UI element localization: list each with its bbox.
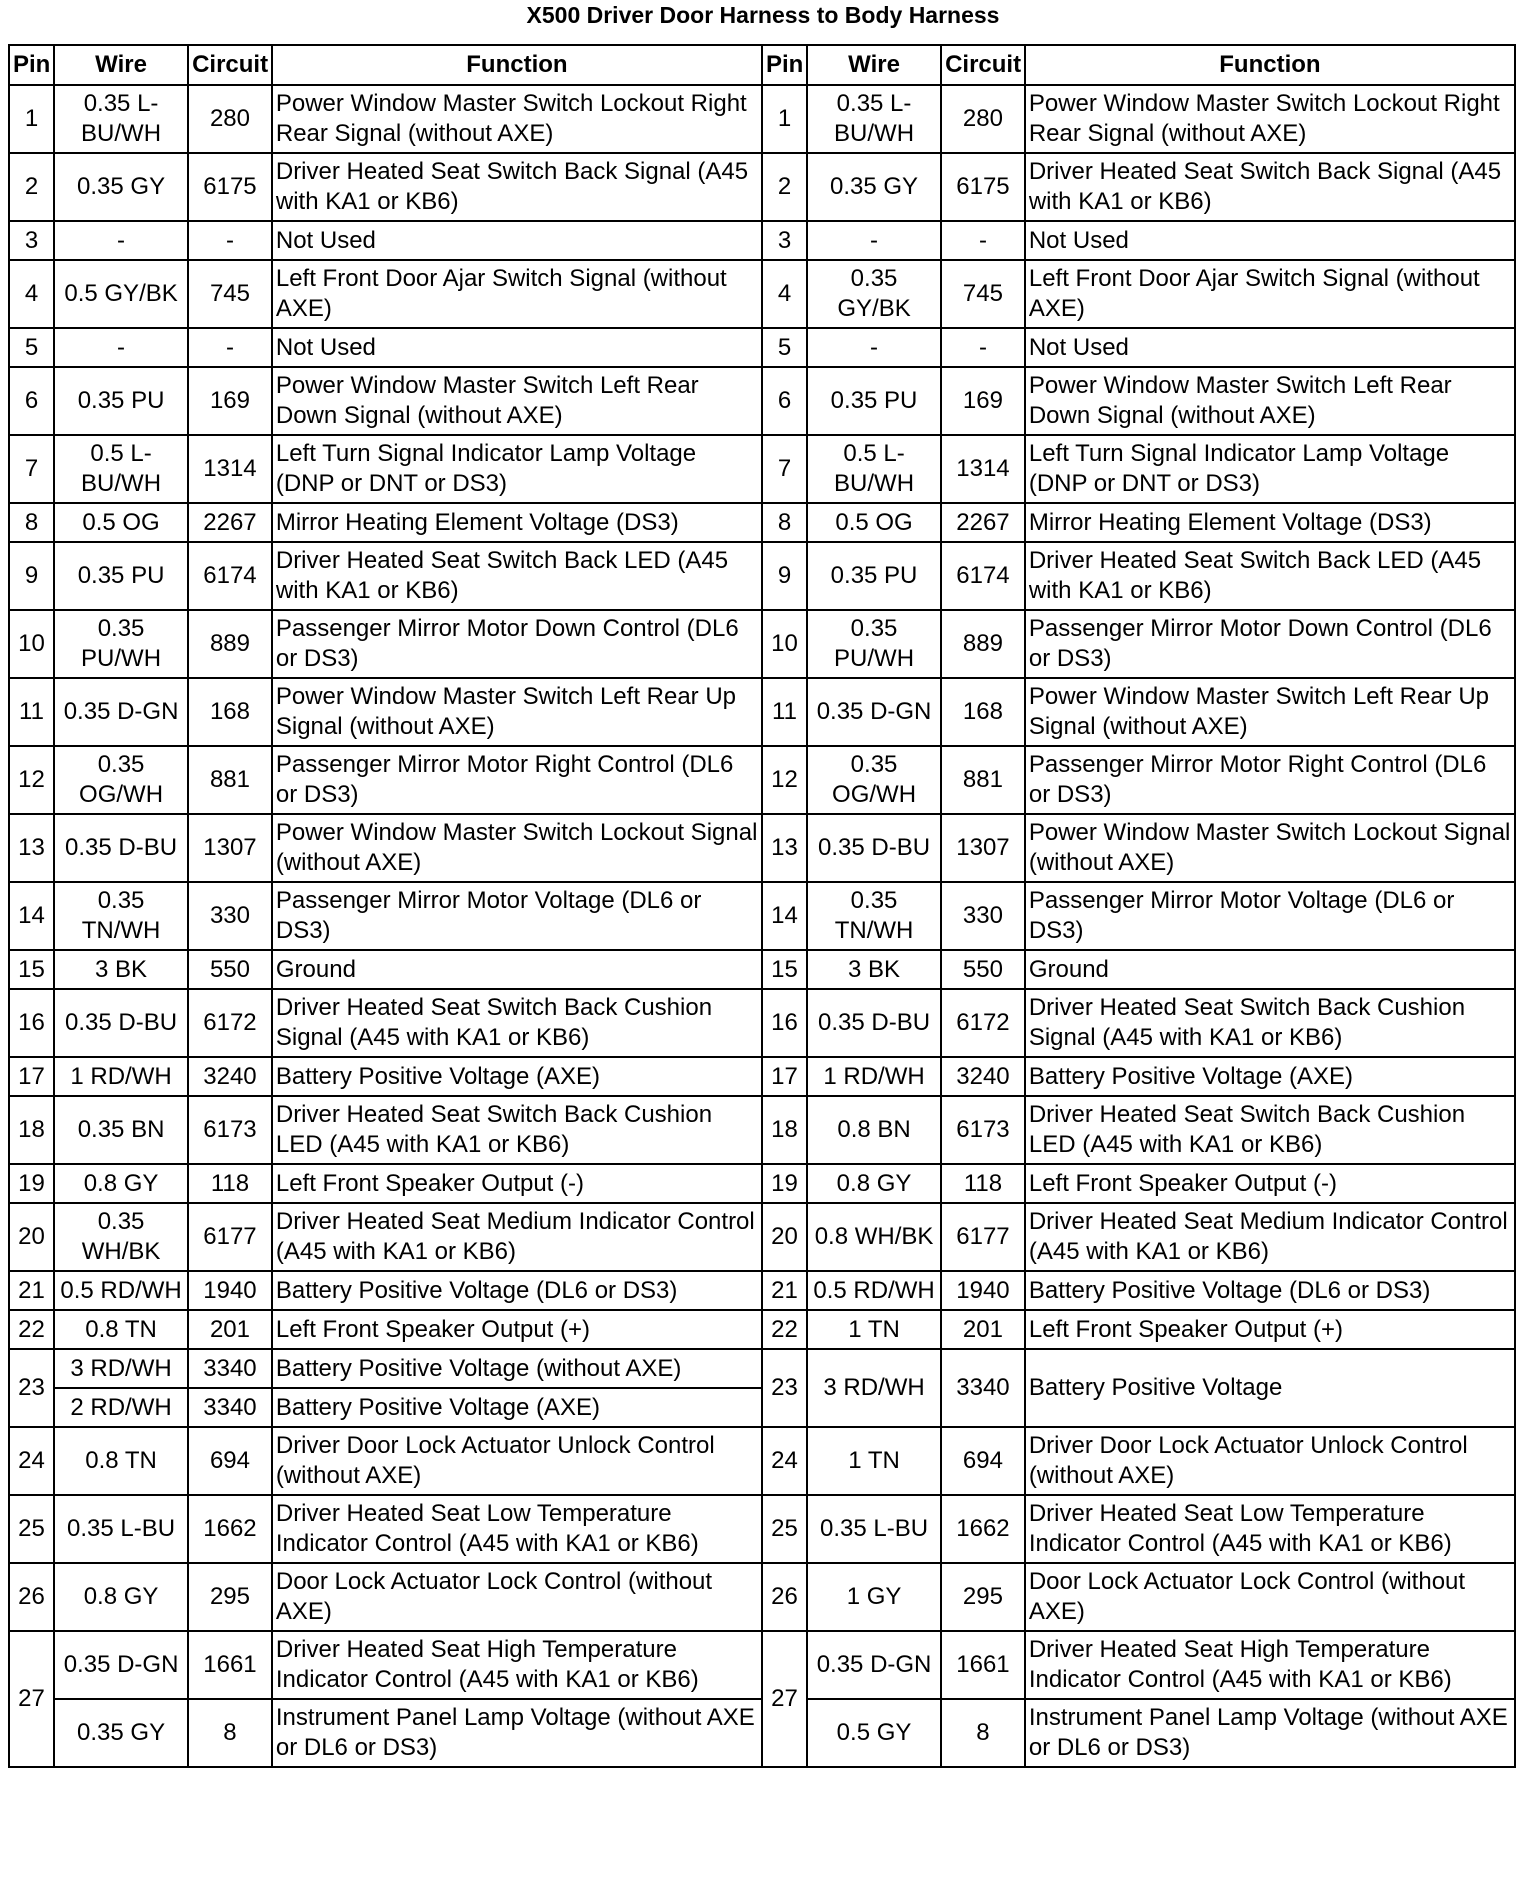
function-cell: Driver Heated Seat Switch Back Cushion LED (A45 with KA1 or KB6) bbox=[272, 1096, 762, 1164]
circuit-cell: 8 bbox=[188, 1699, 272, 1767]
circuit-cell: 295 bbox=[188, 1563, 272, 1631]
function-cell: Not Used bbox=[1025, 328, 1515, 367]
circuit-cell: 280 bbox=[188, 85, 272, 153]
function-cell: Left Turn Signal Indicator Lamp Voltage (DNP or DNT or DS3) bbox=[272, 435, 762, 503]
table-row bbox=[9, 367, 1515, 435]
function-cell: Passenger Mirror Motor Down Control (DL6 or DS3) bbox=[1025, 610, 1515, 678]
circuit-cell: 6172 bbox=[188, 989, 272, 1057]
header-row bbox=[9, 45, 1515, 85]
table-row bbox=[9, 950, 1515, 989]
table-row bbox=[9, 1057, 1515, 1096]
wire-cell: 3 RD/WH bbox=[807, 1349, 941, 1427]
circuit-cell: 330 bbox=[188, 882, 272, 950]
pin-cell: 13 bbox=[9, 814, 54, 882]
table-row bbox=[9, 1563, 1515, 1631]
pin-cell: 26 bbox=[762, 1563, 807, 1631]
wire-cell: 0.35 L-BU/WH bbox=[54, 85, 188, 153]
circuit-cell: 6175 bbox=[941, 153, 1025, 221]
function-cell: Power Window Master Switch Left Rear Down Signal (without AXE) bbox=[1025, 367, 1515, 435]
table-row bbox=[9, 328, 1515, 367]
function-cell: Left Front Speaker Output (+) bbox=[1025, 1310, 1515, 1349]
pin-cell: 11 bbox=[762, 678, 807, 746]
table-row bbox=[9, 503, 1515, 542]
header-pin: Pin bbox=[762, 45, 807, 85]
circuit-cell: 6172 bbox=[941, 989, 1025, 1057]
table-row bbox=[9, 746, 1515, 814]
function-cell: Ground bbox=[272, 950, 762, 989]
circuit-cell: 168 bbox=[941, 678, 1025, 746]
circuit-cell: 1307 bbox=[188, 814, 272, 882]
function-cell: Left Front Speaker Output (-) bbox=[1025, 1164, 1515, 1203]
function-cell: Power Window Master Switch Lockout Right Rear Signal (without AXE) bbox=[1025, 85, 1515, 153]
pin-cell: 16 bbox=[762, 989, 807, 1057]
function-cell: Not Used bbox=[272, 328, 762, 367]
pin-cell: 14 bbox=[762, 882, 807, 950]
pin-cell: 15 bbox=[9, 950, 54, 989]
wire-cell: 0.35 GY bbox=[54, 1699, 188, 1767]
function-cell: Battery Positive Voltage (DL6 or DS3) bbox=[1025, 1271, 1515, 1310]
table-row bbox=[9, 1310, 1515, 1349]
pin-cell: 11 bbox=[9, 678, 54, 746]
circuit-cell: 3340 bbox=[188, 1349, 272, 1388]
wire-cell: 0.8 TN bbox=[54, 1427, 188, 1495]
pin-cell: 10 bbox=[9, 610, 54, 678]
function-cell: Not Used bbox=[1025, 221, 1515, 260]
pin-cell: 4 bbox=[762, 260, 807, 328]
circuit-cell: 2267 bbox=[188, 503, 272, 542]
circuit-cell: 6173 bbox=[188, 1096, 272, 1164]
function-cell: Passenger Mirror Motor Down Control (DL6 or DS3) bbox=[272, 610, 762, 678]
circuit-cell: 1940 bbox=[188, 1271, 272, 1310]
pin-cell: 8 bbox=[9, 503, 54, 542]
pin-cell: 26 bbox=[9, 1563, 54, 1631]
table-row bbox=[9, 1495, 1515, 1563]
pin-cell: 25 bbox=[9, 1495, 54, 1563]
pin-cell: 9 bbox=[762, 542, 807, 610]
function-cell: Battery Positive Voltage bbox=[1025, 1349, 1515, 1427]
table-row bbox=[9, 1164, 1515, 1203]
function-cell: Passenger Mirror Motor Right Control (DL6 or DS3) bbox=[1025, 746, 1515, 814]
function-cell: Power Window Master Switch Lockout Signal (without AXE) bbox=[1025, 814, 1515, 882]
wire-cell: 0.8 GY bbox=[54, 1164, 188, 1203]
wire-cell: 1 RD/WH bbox=[807, 1057, 941, 1096]
pin-cell: 27 bbox=[9, 1631, 54, 1767]
pin-cell: 21 bbox=[762, 1271, 807, 1310]
pin-cell: 20 bbox=[9, 1203, 54, 1271]
circuit-cell: 3340 bbox=[188, 1388, 272, 1427]
wire-cell: 0.35 OG/WH bbox=[54, 746, 188, 814]
wire-cell: 0.5 L-BU/WH bbox=[807, 435, 941, 503]
function-cell: Battery Positive Voltage (DL6 or DS3) bbox=[272, 1271, 762, 1310]
circuit-cell: - bbox=[188, 221, 272, 260]
wire-cell: 0.35 L-BU/WH bbox=[807, 85, 941, 153]
function-cell: Instrument Panel Lamp Voltage (without AXE or DL6 or DS3) bbox=[272, 1699, 762, 1767]
circuit-cell: 550 bbox=[941, 950, 1025, 989]
table-row bbox=[9, 153, 1515, 221]
function-cell: Left Front Door Ajar Switch Signal (without AXE) bbox=[1025, 260, 1515, 328]
circuit-cell: 1661 bbox=[941, 1631, 1025, 1699]
wire-cell: 1 RD/WH bbox=[54, 1057, 188, 1096]
pin-cell: 1 bbox=[762, 85, 807, 153]
function-cell: Driver Heated Seat Switch Back Cushion Signal (A45 with KA1 or KB6) bbox=[272, 989, 762, 1057]
function-cell: Door Lock Actuator Lock Control (without AXE) bbox=[1025, 1563, 1515, 1631]
header-pin: Pin bbox=[9, 45, 54, 85]
pin-cell: 1 bbox=[9, 85, 54, 153]
function-cell: Driver Heated Seat Switch Back Cushion Signal (A45 with KA1 or KB6) bbox=[1025, 989, 1515, 1057]
function-cell: Driver Heated Seat Switch Back Cushion LED (A45 with KA1 or KB6) bbox=[1025, 1096, 1515, 1164]
wire-cell: - bbox=[54, 328, 188, 367]
wire-cell: 0.8 WH/BK bbox=[807, 1203, 941, 1271]
wire-cell: 0.5 L-BU/WH bbox=[54, 435, 188, 503]
wire-cell: 0.35 D-GN bbox=[54, 678, 188, 746]
function-cell: Mirror Heating Element Voltage (DS3) bbox=[272, 503, 762, 542]
wire-cell: 0.35 PU bbox=[54, 542, 188, 610]
wire-cell: 0.35 TN/WH bbox=[807, 882, 941, 950]
circuit-cell: 881 bbox=[941, 746, 1025, 814]
pin-cell: 16 bbox=[9, 989, 54, 1057]
harness-table bbox=[8, 44, 1516, 1768]
pin-cell: 5 bbox=[762, 328, 807, 367]
function-cell: Driver Heated Seat Switch Back Signal (A45 with KA1 or KB6) bbox=[272, 153, 762, 221]
wire-cell: 0.35 OG/WH bbox=[807, 746, 941, 814]
pin-cell: 17 bbox=[762, 1057, 807, 1096]
circuit-cell: 2267 bbox=[941, 503, 1025, 542]
pin-cell: 24 bbox=[762, 1427, 807, 1495]
table-row bbox=[9, 814, 1515, 882]
function-cell: Driver Door Lock Actuator Unlock Control (without AXE) bbox=[1025, 1427, 1515, 1495]
header-function: Function bbox=[1025, 45, 1515, 85]
circuit-cell: 745 bbox=[941, 260, 1025, 328]
circuit-cell: 168 bbox=[188, 678, 272, 746]
wire-cell: 0.35 D-GN bbox=[807, 1631, 941, 1699]
circuit-cell: 1661 bbox=[188, 1631, 272, 1699]
pin-cell: 17 bbox=[9, 1057, 54, 1096]
function-cell: Driver Heated Seat Medium Indicator Control (A45 with KA1 or KB6) bbox=[272, 1203, 762, 1271]
function-cell: Battery Positive Voltage (AXE) bbox=[272, 1388, 762, 1427]
function-cell: Battery Positive Voltage (AXE) bbox=[1025, 1057, 1515, 1096]
circuit-cell: 1307 bbox=[941, 814, 1025, 882]
circuit-cell: 889 bbox=[188, 610, 272, 678]
header-circuit: Circuit bbox=[941, 45, 1025, 85]
table-row bbox=[9, 542, 1515, 610]
function-cell: Passenger Mirror Motor Voltage (DL6 or DS3) bbox=[272, 882, 762, 950]
circuit-cell: 1662 bbox=[941, 1495, 1025, 1563]
circuit-cell: 6177 bbox=[941, 1203, 1025, 1271]
function-cell: Power Window Master Switch Left Rear Up Signal (without AXE) bbox=[272, 678, 762, 746]
function-cell: Instrument Panel Lamp Voltage (without AXE or DL6 or DS3) bbox=[1025, 1699, 1515, 1767]
wire-cell: 0.35 GY bbox=[807, 153, 941, 221]
pin-cell: 14 bbox=[9, 882, 54, 950]
page-title: X500 Driver Door Harness to Body Harness bbox=[526, 2, 1000, 28]
pin-cell: 13 bbox=[762, 814, 807, 882]
table-row bbox=[9, 989, 1515, 1057]
pin-cell: 24 bbox=[9, 1427, 54, 1495]
pin-cell: 5 bbox=[9, 328, 54, 367]
function-cell: Left Front Speaker Output (-) bbox=[272, 1164, 762, 1203]
pin-cell: 6 bbox=[762, 367, 807, 435]
pin-cell: 7 bbox=[762, 435, 807, 503]
function-cell: Battery Positive Voltage (AXE) bbox=[272, 1057, 762, 1096]
wire-cell: 0.35 D-GN bbox=[807, 678, 941, 746]
pin-cell: 9 bbox=[9, 542, 54, 610]
pin-cell: 19 bbox=[762, 1164, 807, 1203]
function-cell: Driver Heated Seat Switch Back Signal (A45 with KA1 or KB6) bbox=[1025, 153, 1515, 221]
circuit-cell: 3340 bbox=[941, 1349, 1025, 1427]
wire-cell: 0.5 GY/BK bbox=[54, 260, 188, 328]
pin-cell: 23 bbox=[9, 1349, 54, 1427]
circuit-cell: 694 bbox=[188, 1427, 272, 1495]
table-row bbox=[9, 1631, 1515, 1699]
circuit-cell: 118 bbox=[941, 1164, 1025, 1203]
function-cell: Passenger Mirror Motor Voltage (DL6 or DS3) bbox=[1025, 882, 1515, 950]
circuit-cell: 169 bbox=[941, 367, 1025, 435]
header-wire: Wire bbox=[807, 45, 941, 85]
wire-cell: 3 BK bbox=[807, 950, 941, 989]
pin-cell: 4 bbox=[9, 260, 54, 328]
table-row bbox=[9, 1271, 1515, 1310]
wire-cell: 0.8 GY bbox=[807, 1164, 941, 1203]
wire-cell: 0.5 RD/WH bbox=[54, 1271, 188, 1310]
function-cell: Driver Heated Seat High Temperature Indicator Control (A45 with KA1 or KB6) bbox=[1025, 1631, 1515, 1699]
function-cell: Power Window Master Switch Left Rear Up Signal (without AXE) bbox=[1025, 678, 1515, 746]
table-body bbox=[9, 85, 1515, 1767]
function-cell: Left Front Door Ajar Switch Signal (without AXE) bbox=[272, 260, 762, 328]
wire-cell: 0.5 GY bbox=[807, 1699, 941, 1767]
wire-cell: 0.35 PU bbox=[807, 367, 941, 435]
circuit-cell: 889 bbox=[941, 610, 1025, 678]
function-cell: Power Window Master Switch Lockout Right Rear Signal (without AXE) bbox=[272, 85, 762, 153]
circuit-cell: 6173 bbox=[941, 1096, 1025, 1164]
pin-cell: 12 bbox=[762, 746, 807, 814]
pin-cell: 19 bbox=[9, 1164, 54, 1203]
table-row bbox=[9, 1096, 1515, 1164]
table-row bbox=[9, 610, 1515, 678]
wire-cell: 0.35 PU/WH bbox=[54, 610, 188, 678]
function-cell: Ground bbox=[1025, 950, 1515, 989]
pin-cell: 12 bbox=[9, 746, 54, 814]
wire-cell: 0.35 D-GN bbox=[54, 1631, 188, 1699]
wire-cell: 1 GY bbox=[807, 1563, 941, 1631]
wire-cell: 0.35 L-BU bbox=[807, 1495, 941, 1563]
pin-cell: 18 bbox=[762, 1096, 807, 1164]
circuit-cell: 1940 bbox=[941, 1271, 1025, 1310]
wire-cell: 2 RD/WH bbox=[54, 1388, 188, 1427]
table-row bbox=[9, 678, 1515, 746]
pin-cell: 3 bbox=[9, 221, 54, 260]
wire-cell: 0.35 D-BU bbox=[54, 814, 188, 882]
function-cell: Left Front Speaker Output (+) bbox=[272, 1310, 762, 1349]
circuit-cell: - bbox=[941, 221, 1025, 260]
function-cell: Driver Heated Seat High Temperature Indicator Control (A45 with KA1 or KB6) bbox=[272, 1631, 762, 1699]
function-cell: Power Window Master Switch Left Rear Down Signal (without AXE) bbox=[272, 367, 762, 435]
table-row bbox=[9, 882, 1515, 950]
circuit-cell: 6177 bbox=[188, 1203, 272, 1271]
table-row bbox=[9, 435, 1515, 503]
function-cell: Power Window Master Switch Lockout Signal (without AXE) bbox=[272, 814, 762, 882]
pin-cell: 18 bbox=[9, 1096, 54, 1164]
function-cell: Not Used bbox=[272, 221, 762, 260]
circuit-cell: 1314 bbox=[941, 435, 1025, 503]
wire-cell: 0.35 D-BU bbox=[807, 989, 941, 1057]
pin-cell: 6 bbox=[9, 367, 54, 435]
pin-cell: 2 bbox=[762, 153, 807, 221]
circuit-cell: 1662 bbox=[188, 1495, 272, 1563]
circuit-cell: 3240 bbox=[941, 1057, 1025, 1096]
pin-cell: 22 bbox=[9, 1310, 54, 1349]
circuit-cell: 8 bbox=[941, 1699, 1025, 1767]
function-cell: Driver Heated Seat Low Temperature Indicator Control (A45 with KA1 or KB6) bbox=[272, 1495, 762, 1563]
function-cell: Battery Positive Voltage (without AXE) bbox=[272, 1349, 762, 1388]
pin-cell: 7 bbox=[9, 435, 54, 503]
wire-cell: 0.35 BN bbox=[54, 1096, 188, 1164]
circuit-cell: 118 bbox=[188, 1164, 272, 1203]
circuit-cell: - bbox=[188, 328, 272, 367]
pin-cell: 2 bbox=[9, 153, 54, 221]
wire-cell: - bbox=[54, 221, 188, 260]
wire-cell: 0.35 D-BU bbox=[54, 989, 188, 1057]
header-function: Function bbox=[272, 45, 762, 85]
circuit-cell: 1314 bbox=[188, 435, 272, 503]
circuit-cell: 295 bbox=[941, 1563, 1025, 1631]
wire-cell: 0.8 BN bbox=[807, 1096, 941, 1164]
function-cell: Mirror Heating Element Voltage (DS3) bbox=[1025, 503, 1515, 542]
wire-cell: 1 TN bbox=[807, 1310, 941, 1349]
function-cell: Driver Heated Seat Low Temperature Indicator Control (A45 with KA1 or KB6) bbox=[1025, 1495, 1515, 1563]
circuit-cell: 6174 bbox=[941, 542, 1025, 610]
wire-cell: 0.5 OG bbox=[54, 503, 188, 542]
wire-cell: - bbox=[807, 221, 941, 260]
function-cell: Driver Heated Seat Switch Back LED (A45 with KA1 or KB6) bbox=[1025, 542, 1515, 610]
header-wire: Wire bbox=[54, 45, 188, 85]
wire-cell: 0.35 GY/BK bbox=[807, 260, 941, 328]
circuit-cell: 330 bbox=[941, 882, 1025, 950]
circuit-cell: 745 bbox=[188, 260, 272, 328]
wire-cell: 0.35 PU/WH bbox=[807, 610, 941, 678]
circuit-cell: 550 bbox=[188, 950, 272, 989]
pin-cell: 22 bbox=[762, 1310, 807, 1349]
function-cell: Door Lock Actuator Lock Control (without AXE) bbox=[272, 1563, 762, 1631]
wire-cell: 0.35 D-BU bbox=[807, 814, 941, 882]
circuit-cell: 6174 bbox=[188, 542, 272, 610]
pin-cell: 20 bbox=[762, 1203, 807, 1271]
wire-cell: 1 TN bbox=[807, 1427, 941, 1495]
table-row bbox=[9, 1203, 1515, 1271]
pin-cell: 3 bbox=[762, 221, 807, 260]
circuit-cell: 881 bbox=[188, 746, 272, 814]
pin-cell: 23 bbox=[762, 1349, 807, 1427]
wire-cell: 0.35 PU bbox=[54, 367, 188, 435]
wire-cell: 0.35 PU bbox=[807, 542, 941, 610]
circuit-cell: 6175 bbox=[188, 153, 272, 221]
wire-cell: 0.8 GY bbox=[54, 1563, 188, 1631]
table-row bbox=[9, 221, 1515, 260]
pin-cell: 10 bbox=[762, 610, 807, 678]
wire-cell: 0.5 RD/WH bbox=[807, 1271, 941, 1310]
wire-cell: 0.35 TN/WH bbox=[54, 882, 188, 950]
function-cell: Driver Door Lock Actuator Unlock Control (without AXE) bbox=[272, 1427, 762, 1495]
circuit-cell: 169 bbox=[188, 367, 272, 435]
table-row bbox=[9, 260, 1515, 328]
wire-cell: 0.5 OG bbox=[807, 503, 941, 542]
circuit-cell: - bbox=[941, 328, 1025, 367]
header-circuit: Circuit bbox=[188, 45, 272, 85]
wire-cell: 3 RD/WH bbox=[54, 1349, 188, 1388]
wire-cell: - bbox=[807, 328, 941, 367]
function-cell: Driver Heated Seat Medium Indicator Control (A45 with KA1 or KB6) bbox=[1025, 1203, 1515, 1271]
wire-cell: 0.8 TN bbox=[54, 1310, 188, 1349]
table-row bbox=[9, 1349, 1515, 1388]
table-row bbox=[9, 1427, 1515, 1495]
circuit-cell: 201 bbox=[941, 1310, 1025, 1349]
pin-cell: 21 bbox=[9, 1271, 54, 1310]
table-row bbox=[9, 85, 1515, 153]
circuit-cell: 280 bbox=[941, 85, 1025, 153]
pin-cell: 25 bbox=[762, 1495, 807, 1563]
pin-cell: 15 bbox=[762, 950, 807, 989]
pin-cell: 27 bbox=[762, 1631, 807, 1767]
function-cell: Passenger Mirror Motor Right Control (DL6 or DS3) bbox=[272, 746, 762, 814]
wire-cell: 0.35 GY bbox=[54, 153, 188, 221]
circuit-cell: 694 bbox=[941, 1427, 1025, 1495]
wire-cell: 0.35 WH/BK bbox=[54, 1203, 188, 1271]
wire-cell: 0.35 L-BU bbox=[54, 1495, 188, 1563]
pin-cell: 8 bbox=[762, 503, 807, 542]
wire-cell: 3 BK bbox=[54, 950, 188, 989]
circuit-cell: 3240 bbox=[188, 1057, 272, 1096]
function-cell: Driver Heated Seat Switch Back LED (A45 with KA1 or KB6) bbox=[272, 542, 762, 610]
function-cell: Left Turn Signal Indicator Lamp Voltage (DNP or DNT or DS3) bbox=[1025, 435, 1515, 503]
circuit-cell: 201 bbox=[188, 1310, 272, 1349]
